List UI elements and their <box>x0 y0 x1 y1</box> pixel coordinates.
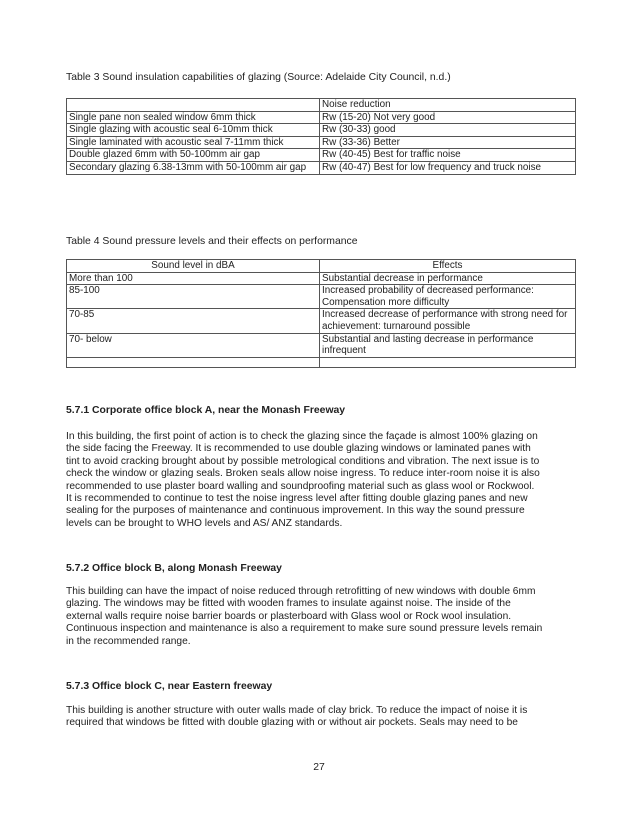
table-row <box>67 149 576 162</box>
table-header-cell: Sound level in dBA <box>67 260 320 273</box>
table-cell: Rw (30-33) good <box>320 124 576 137</box>
table-cell: Rw (40-47) Best for low frequency and truck noise <box>320 161 576 174</box>
table3 <box>66 98 576 175</box>
table-cell: Substantial and lasting decrease in performance infrequent <box>320 333 576 357</box>
paragraph-line: levels can be brought to WHO levels and AS/ ANZ standards. <box>66 517 343 529</box>
table-cell: 70- below <box>67 333 320 357</box>
table-cell: More than 100 <box>67 272 320 285</box>
table-row <box>67 161 576 174</box>
table-row <box>67 124 576 137</box>
paragraph-line: In this building, the first point of action is to check the glazing since the façade is almost 100% glazing on <box>66 431 538 442</box>
table-row <box>67 285 576 309</box>
section-5-7-2-paragraph <box>66 586 576 648</box>
table-header-cell: Noise reduction <box>320 99 576 112</box>
table-row <box>67 333 576 357</box>
table-cell: Rw (15-20) Not very good <box>320 111 576 124</box>
paragraph-line: the side facing the Freeway. It is recommended to use double glazing windows or laminated panes with <box>66 443 531 455</box>
table-cell: 70-85 <box>67 309 320 333</box>
paragraph-line: Continuous inspection and maintenance is also a requirement to make sure sound pressure levels remain <box>66 623 543 635</box>
table-cell: Single glazing with acoustic seal 6-10mm thick <box>67 124 320 137</box>
section-heading-5-7-3: 5.7.3 Office block C, near Eastern freeway <box>66 681 273 692</box>
table-row <box>67 111 576 124</box>
table-cell: Increased decrease of performance with strong need for achievement: turnaround possible <box>320 309 576 333</box>
table-cell <box>320 357 576 367</box>
paragraph-line: sealing for the purposes of maintenance and continuous improvement. In this way the sound pressure <box>66 505 525 517</box>
table-row <box>67 309 576 333</box>
table-header-cell: Effects <box>320 260 576 273</box>
table-cell: Single pane non sealed window 6mm thick <box>67 111 320 124</box>
section-5-7-1-paragraph <box>66 431 576 530</box>
table-cell: Increased probability of decreased performance: Compensation more difficulty <box>320 285 576 309</box>
page-number: 27 <box>313 762 325 773</box>
section-heading-5-7-1: 5.7.1 Corporate office block A, near the Monash Freeway <box>66 405 346 416</box>
paragraph-line: This building is another structure with outer walls made of clay brick. To reduce the impact of noise it is <box>66 705 528 716</box>
table3-caption: Table 3 Sound insulation capabilities of glazing (Source: Adelaide City Council, n.d.) <box>66 72 451 83</box>
paragraph-line: external walls require noise barrier boards or plasterboard with Glass wool or Rock wool insulation. <box>66 610 512 622</box>
table-cell: Single laminated with acoustic seal 7-11mm thick <box>67 136 320 149</box>
paragraph-line: glazing. The windows may be fitted with wooden frames to insulate against noise. The inside of the <box>66 598 511 610</box>
table-cell: Substantial decrease in performance <box>320 272 576 285</box>
section-5-7-3-paragraph <box>66 705 576 730</box>
table-cell <box>67 357 320 367</box>
table-row <box>67 357 576 367</box>
table-cell: Rw (33-36) Better <box>320 136 576 149</box>
table-cell: 85-100 <box>67 285 320 309</box>
section-heading-5-7-2: 5.7.2 Office block B, along Monash Freeway <box>66 563 282 574</box>
table-header-row <box>67 99 576 112</box>
paragraph-line: It is recommended to continue to test the noise ingress level after fitting double glazing panes and new <box>66 493 528 505</box>
paragraph-line: in the recommended range. <box>66 635 191 647</box>
paragraph-line: tint to avoid cracking brought about by possible metrological conditions and vibration. The next issue is to <box>66 455 540 467</box>
table-cell: Double glazed 6mm with 50-100mm air gap <box>67 149 320 162</box>
table-row <box>67 272 576 285</box>
paragraph-line: recommended to use plaster board walling and soundproofing material such as glass wool or Rockwool. <box>66 480 535 492</box>
table4-caption: Table 4 Sound pressure levels and their effects on performance <box>66 236 358 247</box>
table-header-cell <box>67 99 320 112</box>
table-cell: Secondary glazing 6.38-13mm with 50-100mm air gap <box>67 161 320 174</box>
table-row <box>67 136 576 149</box>
table-cell: Rw (40-45) Best for traffic noise <box>320 149 576 162</box>
paragraph-line: check the window or glazing seals. Broken seals allow noise ingress. To reduce inter-room noise it is also <box>66 468 540 480</box>
table4 <box>66 259 576 368</box>
table-header-row <box>67 260 576 273</box>
paragraph-line: required that windows be fitted with double glazing with or without air pockets. Seals may need to be <box>66 717 518 729</box>
paragraph-line: This building can have the impact of noise reduced through retrofitting of new windows with double 6mm <box>66 586 536 597</box>
